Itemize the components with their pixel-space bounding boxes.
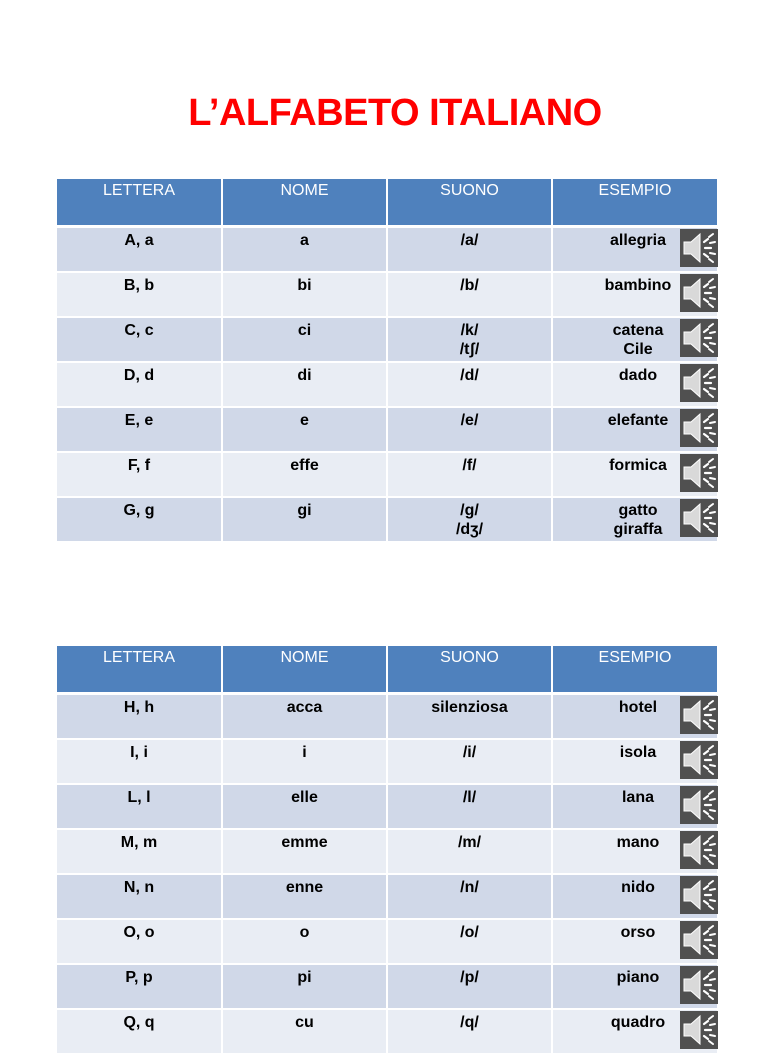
header-suono: SUONO (387, 179, 552, 227)
header-nome: NOME (222, 179, 387, 227)
cell-suono-line: /f/ (462, 457, 477, 474)
cell-esempio-line: catena (612, 322, 664, 339)
header-nome: NOME (222, 646, 387, 694)
cell-suono-line: /i/ (462, 744, 477, 761)
cell-esempio-line: allegria (609, 232, 667, 249)
cell-suono (387, 784, 552, 829)
cell-nome-line: emme (281, 834, 328, 851)
cell-lettera (57, 784, 222, 829)
table-row (57, 829, 717, 874)
cell-suono-line: /q/ (460, 1014, 479, 1031)
cell-nome (222, 317, 387, 362)
cell-lettera (57, 874, 222, 919)
cell-lettera-line: H, h (123, 699, 155, 716)
cell-lettera-line: E, e (124, 412, 154, 429)
cell-nome-line: o (299, 924, 310, 941)
table-row (57, 739, 717, 784)
cell-nome (222, 362, 387, 407)
cell-lettera (57, 964, 222, 1009)
cell-suono-line: /l/ (462, 789, 477, 806)
cell-suono-line: /k/ (460, 322, 479, 339)
cell-lettera (57, 694, 222, 740)
speaker-icon[interactable] (680, 786, 718, 824)
cell-esempio-line: gatto (618, 502, 658, 519)
speaker-icon[interactable] (680, 1011, 718, 1049)
cell-lettera (57, 919, 222, 964)
cell-suono-line: /p/ (460, 969, 479, 986)
cell-nome (222, 407, 387, 452)
cell-nome-line: di (297, 367, 312, 384)
cell-lettera-line: D, d (123, 367, 155, 384)
cell-lettera (57, 452, 222, 497)
speaker-icon[interactable] (680, 921, 718, 959)
table-row (57, 362, 717, 407)
header-esempio: ESEMPIO (552, 646, 717, 694)
cell-nome (222, 227, 387, 273)
cell-nome (222, 739, 387, 784)
cell-suono (387, 227, 552, 273)
cell-lettera-line: C, c (124, 322, 154, 339)
table-row (57, 317, 717, 362)
cell-lettera-line: L, l (127, 789, 151, 806)
alphabet-table-2 (57, 646, 717, 1055)
cell-suono (387, 317, 552, 362)
cell-esempio-line: orso (620, 924, 656, 941)
cell-esempio (552, 407, 717, 452)
cell-esempio (552, 874, 717, 919)
cell-nome-line: effe (290, 457, 319, 474)
cell-suono-line: /n/ (460, 879, 479, 896)
table-row (57, 964, 717, 1009)
cell-nome-line: pi (297, 969, 312, 986)
cell-suono (387, 452, 552, 497)
cell-nome (222, 829, 387, 874)
speaker-icon[interactable] (680, 229, 718, 267)
speaker-icon[interactable] (680, 319, 718, 357)
cell-lettera-line: O, o (123, 924, 155, 941)
table-row (57, 497, 717, 542)
cell-esempio (552, 452, 717, 497)
cell-esempio (552, 362, 717, 407)
cell-suono-line: silenziosa (431, 699, 508, 716)
cell-suono-line: /b/ (460, 277, 479, 294)
cell-nome-line: ci (297, 322, 312, 339)
cell-lettera-line: A, a (124, 232, 154, 249)
cell-esempio-line: lana (621, 789, 654, 806)
speaker-icon[interactable] (680, 499, 718, 537)
cell-suono (387, 874, 552, 919)
cell-esempio-line: giraffa (613, 521, 663, 538)
cell-esempio (552, 272, 717, 317)
page-title: L’ALFABETO ITALIANO (188, 92, 602, 134)
cell-lettera-line: B, b (123, 277, 155, 294)
cell-esempio-line: Cile (623, 341, 653, 358)
speaker-icon[interactable] (680, 274, 718, 312)
cell-lettera-line: I, i (130, 744, 148, 761)
cell-suono (387, 739, 552, 784)
cell-esempio (552, 497, 717, 542)
cell-nome (222, 272, 387, 317)
cell-esempio-line: dado (618, 367, 658, 384)
cell-esempio (552, 227, 717, 273)
table-row (57, 784, 717, 829)
cell-lettera-line: P, p (125, 969, 153, 986)
cell-nome (222, 964, 387, 1009)
cell-lettera (57, 272, 222, 317)
cell-esempio (552, 919, 717, 964)
cell-esempio-line: hotel (618, 699, 658, 716)
cell-nome-line: e (300, 412, 309, 429)
cell-nome-line: elle (291, 789, 318, 806)
cell-suono-line: /tʃ/ (459, 341, 480, 358)
cell-lettera-line: N, n (123, 879, 155, 896)
cell-lettera (57, 1009, 222, 1054)
header-lettera: LETTERA (57, 646, 222, 694)
cell-esempio-line: formica (609, 457, 667, 474)
table-row (57, 227, 717, 273)
cell-nome (222, 694, 387, 740)
table-header-row (57, 646, 717, 694)
cell-suono (387, 829, 552, 874)
cell-esempio-line: nido (621, 879, 655, 896)
cell-suono (387, 919, 552, 964)
cell-nome (222, 1009, 387, 1054)
header-lettera: LETTERA (57, 179, 222, 227)
cell-lettera (57, 362, 222, 407)
cell-lettera (57, 829, 222, 874)
cell-lettera (57, 739, 222, 784)
cell-nome-line: i (302, 744, 307, 761)
speaker-icon[interactable] (680, 454, 718, 492)
cell-esempio-line: elefante (607, 412, 669, 429)
cell-suono-line: /d/ (460, 367, 479, 384)
header-esempio: ESEMPIO (552, 179, 717, 227)
cell-suono (387, 497, 552, 542)
cell-nome (222, 784, 387, 829)
speaker-icon[interactable] (680, 876, 718, 914)
cell-lettera-line: G, g (123, 502, 155, 519)
speaker-icon[interactable] (680, 831, 718, 869)
speaker-icon[interactable] (680, 364, 718, 402)
cell-esempio (552, 964, 717, 1009)
cell-lettera-line: F, f (127, 457, 151, 474)
cell-esempio (552, 784, 717, 829)
cell-lettera (57, 317, 222, 362)
cell-nome (222, 452, 387, 497)
table-row (57, 694, 717, 740)
cell-esempio-line: isola (619, 744, 657, 761)
cell-nome-line: a (300, 232, 309, 249)
cell-suono (387, 1009, 552, 1054)
cell-nome-line: bi (297, 277, 312, 294)
cell-suono (387, 694, 552, 740)
header-suono: SUONO (387, 646, 552, 694)
cell-suono-line: /g/ (460, 502, 479, 519)
cell-esempio-line: bambino (604, 277, 672, 294)
table-header-row (57, 179, 717, 227)
cell-suono-line: /o/ (460, 924, 479, 941)
cell-suono-line: /m/ (457, 834, 482, 851)
cell-esempio (552, 317, 717, 362)
cell-nome (222, 919, 387, 964)
cell-lettera (57, 227, 222, 273)
speaker-icon[interactable] (680, 966, 718, 1004)
cell-esempio (552, 1009, 717, 1054)
alphabet-table-1 (57, 179, 717, 543)
table-row (57, 452, 717, 497)
cell-suono (387, 407, 552, 452)
cell-lettera (57, 407, 222, 452)
cell-nome (222, 874, 387, 919)
cell-nome-line: acca (286, 699, 323, 716)
cell-suono-line: /dʒ/ (455, 521, 484, 538)
table-row (57, 272, 717, 317)
cell-suono-line: /a/ (460, 232, 479, 249)
cell-suono (387, 362, 552, 407)
cell-nome-line: enne (285, 879, 324, 896)
cell-suono-line: /e/ (460, 412, 479, 429)
cell-lettera-line: Q, q (123, 1014, 155, 1031)
cell-suono (387, 964, 552, 1009)
cell-nome-line: cu (295, 1014, 314, 1031)
cell-lettera (57, 497, 222, 542)
table-row (57, 407, 717, 452)
speaker-icon[interactable] (680, 409, 718, 447)
cell-esempio (552, 694, 717, 740)
cell-suono (387, 272, 552, 317)
cell-esempio-line: mano (616, 834, 660, 851)
table-row (57, 874, 717, 919)
speaker-icon[interactable] (680, 696, 718, 734)
speaker-icon[interactable] (680, 741, 718, 779)
cell-esempio-line: piano (616, 969, 660, 986)
table-row (57, 1009, 717, 1054)
cell-esempio (552, 829, 717, 874)
table-row (57, 919, 717, 964)
cell-esempio-line: quadro (610, 1014, 666, 1031)
cell-esempio (552, 739, 717, 784)
cell-nome-line: gi (297, 502, 312, 519)
cell-nome (222, 497, 387, 542)
cell-lettera-line: M, m (120, 834, 158, 851)
